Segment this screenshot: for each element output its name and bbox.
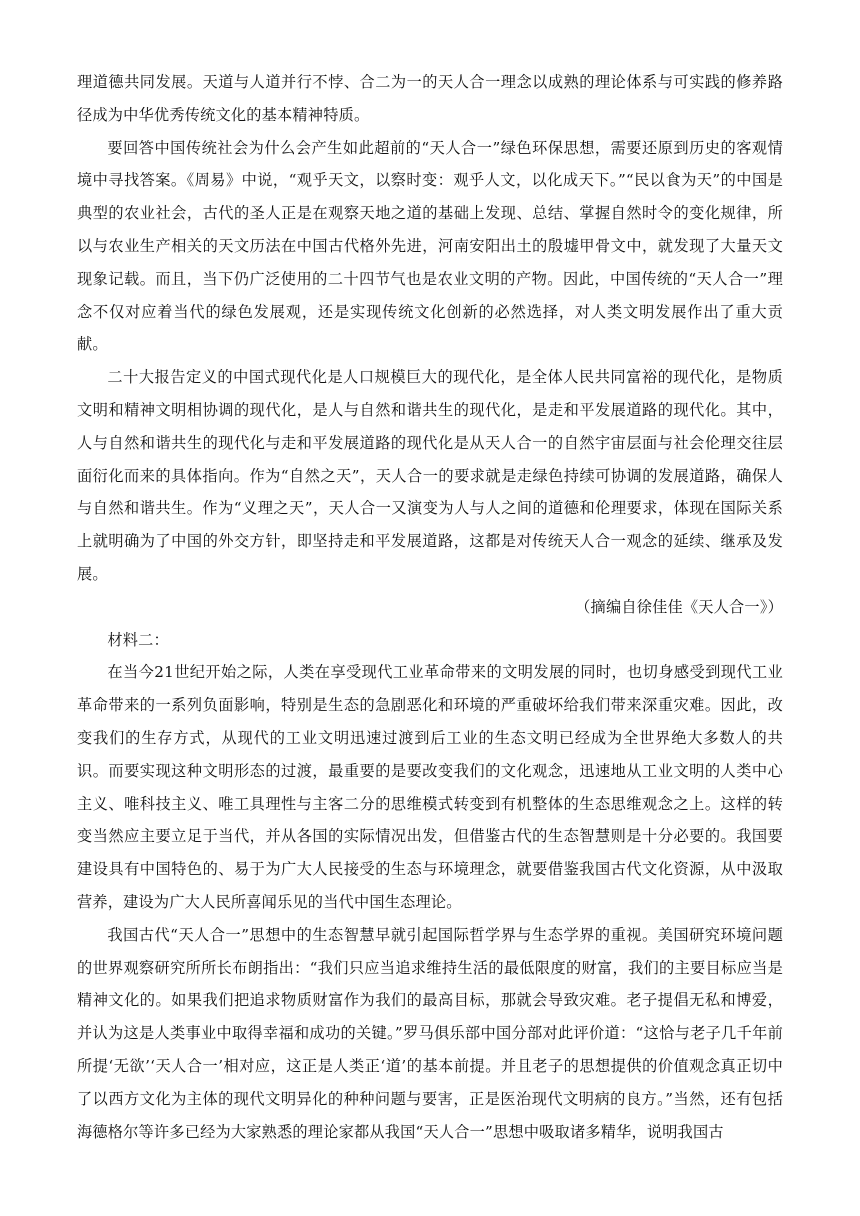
paragraph-4: 在当今21世纪开始之际，人类在享受现代工业革命带来的文明发展的同时，也切身感受到现代工业革命带来的一系列负面影响，特别是生态的急剧恶化和环境的严重破坏给我们带来深重灾难。因此，改变我们的生存方式，从现代的工业文明迅速过渡到后工业的生态文明已经成为全世界绝大多数人的共识。而要实现这种文明形态的过渡，最重要的是要改变我们的文化观念，迅速地从工业文明的人类中心主义、唯科技主义、唯工具理性与主客二分的思维模式转变到有机整体的生态思维观念之上。这样的转变当然应主要立足于当代，并从各国的实际情况出发，但借鉴古代的生态智慧则是十分必要的。我国要建设具有中国特色的、易于为广大人民接受的生态与环境理念，就要借鉴我国古代文化资源，从中汲取营养，建设为广大人民所喜闻乐见的当代中国生态理论。	[77, 663, 783, 911]
source-citation: （摘编自徐佳佳《天人合一》）	[575, 597, 783, 616]
material-label: 材料二：	[107, 630, 169, 649]
paragraph-1: 理道德共同发展。天道与人道并行不悖、合二为一的天人合一理念以成熟的理论体系与可实践的修养路径成为中华优秀传统文化的基本精神特质。	[77, 73, 783, 124]
paragraph-3: 二十大报告定义的中国式现代化是人口规模巨大的现代化，是全体人民共同富裕的现代化，是物质文明和精神文明相协调的现代化，是人与自然和谐共生的现代化，是走和平发展道路的现代化。其中，人与自然和谐共生的现代化与走和平发展道路的现代化是从天人合一的自然宇宙层面与社会伦理交往层面衍化而来的具体指向。作为“自然之天”，天人合一的要求就是走绿色持续可协调的发展道路，确保人与自然和谐共生。作为“义理之天”，天人合一又演变为人与人之间的道德和伦理要求，体现在国际关系上就明确为了中国的外交方针，即坚持走和平发展道路，这都是对传统天人合一观念的延续、继承及发展。	[77, 368, 783, 583]
paragraph-5: 我国古代“天人合一”思想中的生态智慧早就引起国际哲学界与生态学界的重视。美国研究环境问题的世界观察研究所所长布朗指出：“我们只应当追求维持生活的最低限度的财富，我们的主要目标应当是精神文化的。如果我们把追求物质财富作为我们的最高目标，那就会导致灾难。老子提倡无私和博爱，并认为这是人类事业中取得幸福和成功的关键。”罗马俱乐部中国分部对此评价道：“这恰与老子几千年前所提‘无欲’‘天人合一’相对应，这正是人类正‘道’的基本前提。并且老子的思想提供的价值观念真正切中了以西方文化为主体的现代文明异化的种种问题与要害，正是医治现代文明病的良方。”当然，还有包括海德格尔等许多已经为大家熟悉的理论家都从我国“天人合一”思想中吸取诸多精华，说明我国古	[77, 925, 783, 1141]
paragraph-2: 要回答中国传统社会为什么会产生如此超前的“天人合一”绿色环保思想，需要还原到历史的客观情境中寻找答案。《周易》中说，“观乎天文，以察时变：观乎人文，以化成天下。”“民以食为天”的中国是典型的农业社会，古代的圣人正是在观察天地之道的基础上发现、总结、掌握自然时令的变化规律，所以与农业生产相关的天文历法在中国古代格外先进，河南安阳出土的殷墟甲骨文中，就发现了大量天文现象记载。而且，当下仍广泛使用的二十四节气也是农业文明的产物。因此，中国传统的“天人合一”理念不仅对应着当代的绿色发展观，还是实现传统文化创新的必然选择，对人类文明发展作出了重大贡献。	[77, 138, 783, 354]
